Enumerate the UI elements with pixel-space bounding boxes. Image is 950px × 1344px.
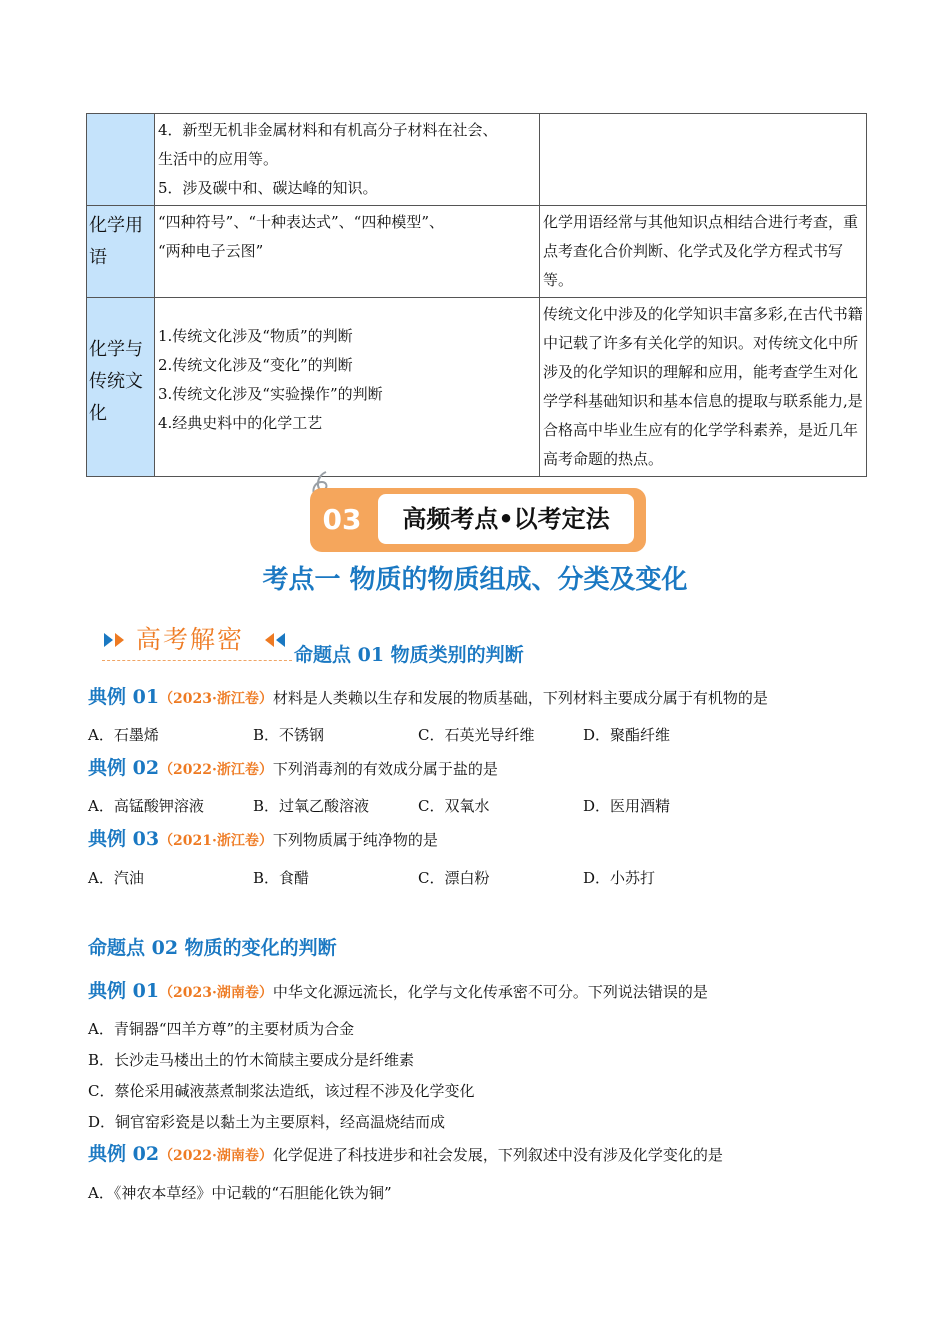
option: C．漂白粉 <box>418 869 490 887</box>
point-line: 生活中的应用等。 <box>158 150 279 168</box>
example-source: （2023·浙江卷） <box>159 691 273 707</box>
option: B．食醋 <box>253 869 310 887</box>
example-source: （2023·湖南卷） <box>159 985 273 1001</box>
dashed-divider <box>102 660 292 661</box>
example-label: 典例 02 <box>88 1143 160 1165</box>
double-arrow-right-icon <box>102 630 130 650</box>
knowledge-table <box>86 113 867 477</box>
example-label: 典例 01 <box>88 980 160 1002</box>
table-points-cell <box>155 298 540 477</box>
section-banner <box>290 470 660 562</box>
question-text: 化学促进了科技进步和社会发展，下列叙述中没有涉及化学变化的是 <box>272 1146 723 1164</box>
table-points-cell <box>155 114 540 206</box>
option: B．不锈钢 <box>253 726 325 744</box>
gaokao-label <box>102 622 292 662</box>
point-line: 1.传统文化涉及“物质”的判断 <box>158 327 353 345</box>
question-text: 下列消毒剂的有效成分属于盐的是 <box>272 760 498 778</box>
option: C．双氧水 <box>418 797 490 815</box>
banner-number: 03 <box>322 503 362 536</box>
point-line: “两种电子云图” <box>158 242 264 260</box>
table-desc-cell <box>540 114 867 206</box>
option: C．石英光导纤维 <box>418 726 535 744</box>
point-line: 3.传统文化涉及“实验操作”的判断 <box>158 385 383 403</box>
option: A．《神农本草经》中记载的“石胆能化铁为铜” <box>88 1184 392 1202</box>
example-label: 典例 02 <box>88 757 160 779</box>
table-desc-cell <box>540 298 867 477</box>
option: A．青铜器“四羊方尊”的主要材质为合金 <box>88 1020 355 1038</box>
section-title: 考点一 物质的物质组成、分类及变化 <box>262 565 688 595</box>
table-row <box>87 298 867 477</box>
table-category-cell <box>87 114 155 206</box>
option: A．石墨烯 <box>88 726 159 744</box>
example-question <box>88 978 708 1006</box>
example-question <box>88 826 438 854</box>
example-question <box>88 684 768 712</box>
option: D．小苏打 <box>583 869 656 887</box>
option: B．过氧乙酸溶液 <box>253 797 370 815</box>
point-line: 4．新型无机非金属材料和有机高分子材料在社会、 <box>158 121 498 139</box>
example-source: （2022·浙江卷） <box>159 762 273 778</box>
example-source: （2022·湖南卷） <box>159 1148 273 1164</box>
desc-text: 传统文化中涉及的化学知识丰富多彩,在古代书籍中记载了许多有关化学的知识。对传统文化中所涉及的化学知识的理解和应用，能考查学生对化学学科基础知识和基本信息的提取与联系能力,是合格高中毕业生应有的化学学科素养，是近几年高考命题的热点。 <box>543 305 863 468</box>
point-line: “四种符号”、“十种表达式”、“四种模型”、 <box>158 213 445 231</box>
table-category-cell: 化学用语 <box>87 206 155 298</box>
table-desc-cell <box>540 206 867 298</box>
option: D．铜官窑彩瓷是以黏土为主要原料，经高温烧结而成 <box>88 1113 446 1131</box>
banner-title: 高频考点•以考定法 <box>378 494 634 544</box>
example-question <box>88 755 498 783</box>
example-label: 典例 01 <box>88 686 160 708</box>
option: C．蔡伦采用碱液蒸煮制浆法造纸，该过程不涉及化学变化 <box>88 1082 475 1100</box>
example-label: 典例 03 <box>88 828 160 850</box>
example-question <box>88 1141 723 1169</box>
option: A．高锰酸钾溶液 <box>88 797 204 815</box>
option: D．聚酯纤维 <box>583 726 671 744</box>
topic-title: 命题点 02 物质的变化的判断 <box>88 937 337 959</box>
table-row <box>87 206 867 298</box>
double-arrow-left-icon <box>260 630 288 650</box>
point-line: 4.经典史料中的化学工艺 <box>158 414 323 432</box>
topic-title: 命题点 01 物质类别的判断 <box>294 644 524 666</box>
table-row <box>87 114 867 206</box>
example-source: （2021·浙江卷） <box>159 833 273 849</box>
table-points-cell <box>155 206 540 298</box>
gaokao-text: 高考解密 <box>136 625 245 654</box>
question-text: 中华文化源远流长，化学与文化传承密不可分。下列说法错误的是 <box>272 983 708 1001</box>
desc-text: 化学用语经常与其他知识点相结合进行考查，重点考查化合价判断、化学式及化学方程式书写等。 <box>543 213 859 289</box>
option: A．汽油 <box>88 869 144 887</box>
point-line: 5．涉及碳中和、碳达峰的知识。 <box>158 179 378 197</box>
question-text: 材料是人类赖以生存和发展的物质基础，下列材料主要成分属于有机物的是 <box>272 689 768 707</box>
question-text: 下列物质属于纯净物的是 <box>272 831 438 849</box>
option: D．医用酒精 <box>583 797 671 815</box>
option: B．长沙走马楼出土的竹木简牍主要成分是纤维素 <box>88 1051 415 1069</box>
point-line: 2.传统文化涉及“变化”的判断 <box>158 356 353 374</box>
table-category-cell: 化学与传统文化 <box>87 298 155 477</box>
